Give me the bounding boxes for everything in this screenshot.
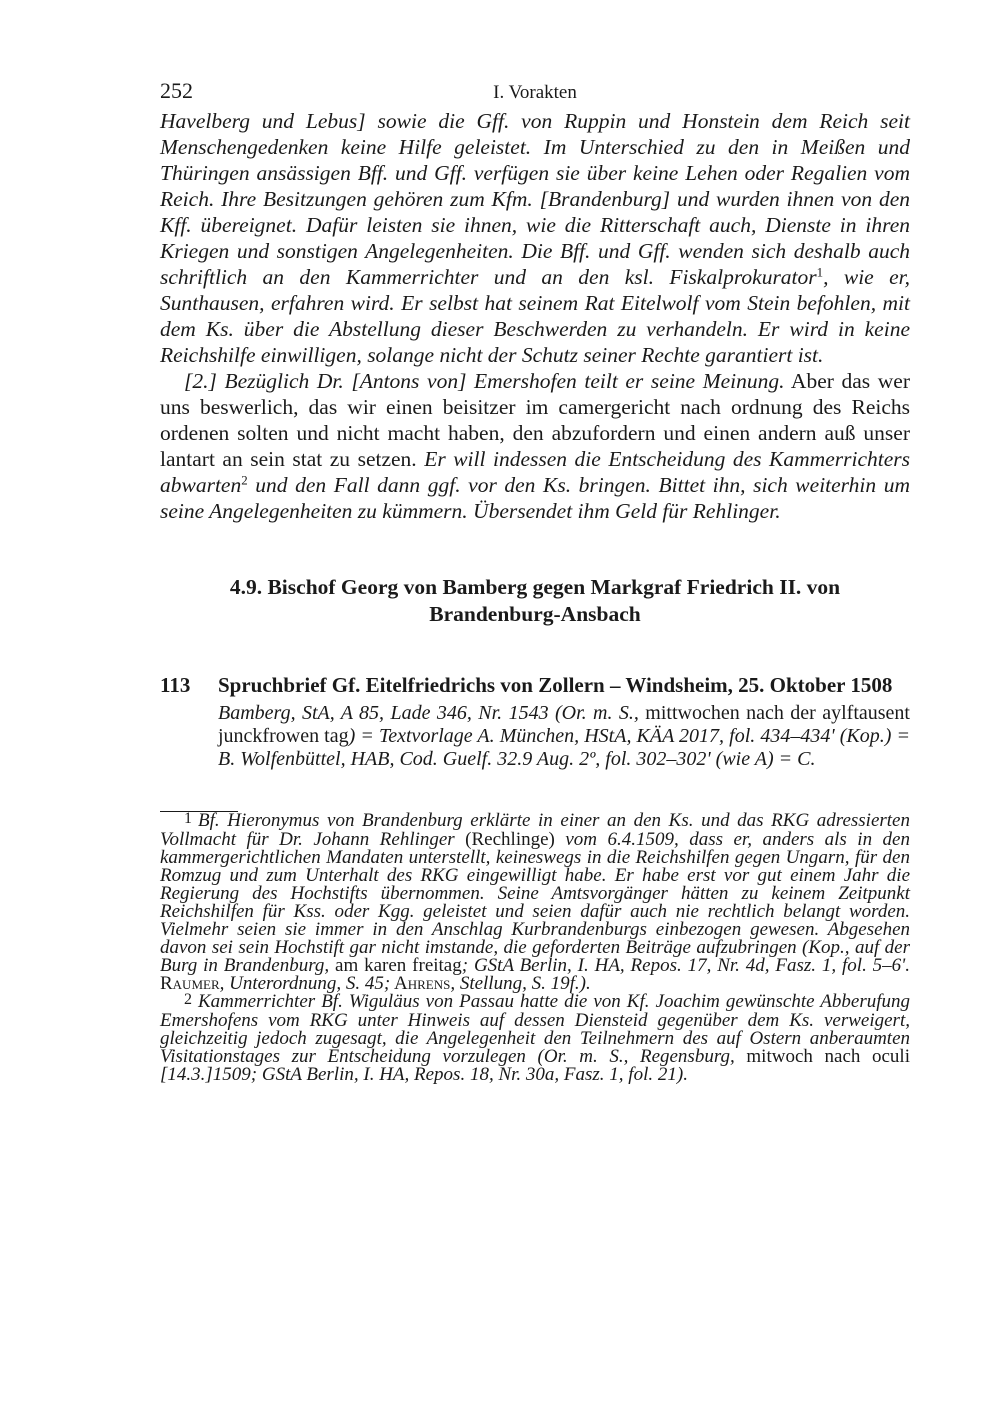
paragraph-2-summary-c: und den Fall dann ggf. vor den Ks. bringen. Bittet ihn, sich weiterhin um seine Angelegenheiten zu kümmern. Übersendet ihm Geld für Rehlinger. [160, 473, 910, 523]
footnote-2-text-b: [14.3.]1509; GStA Berlin, I. HA, Repos. 18, Nr. 30a, Fasz. 1, fol. 21). [160, 1064, 688, 1085]
paragraph-2 [160, 368, 910, 524]
footnote-1-mark: 1 [184, 810, 192, 827]
footnote-2-mark: 2 [184, 991, 192, 1008]
section-title-line-1: 4.9. Bischof Georg von Bamberg gegen Markgraf Friedrich II. von [229, 575, 841, 599]
footnote-1-author-ahrens: Ahrens [390, 973, 451, 994]
footnote-1-author-raumer: Raumer [160, 973, 220, 994]
paragraph-2-quote: Aber das wer uns beswerlich, das wir einen beisitzer im camergericht nach ordnung des Reichs ordenen solten und nicht macht haben, den abzufordern und einen andern auß unser lantart an sein stat zu setzen. [160, 369, 910, 471]
footnote-2-text-a: Kammerrichter Bf. Wiguläus von Passau hatte die von Kf. Joachim gewünschte Abberufung Emershofens vom RKG unter Hinweis auf dessen Diensteid gegenüber dem Ks. verweigert, gleichzeitig jedoch zugesagt, die Angelegenheit den Teilnehmern des auf Ostern anberaumten Visitationstages zur Entscheidung vorzulegen (Or. m. S., Regensburg, [160, 991, 910, 1067]
footnote-1-text-b: vom 6.4.1509, dass er, anders als in den kammergerichtlichen Mandaten unterstellt, keineswegs in die Reichshilfen gegen Ungarn, für den Romzug und zum Unterhalt des RKG eingewilligt habe. Er habe erst vor gut einem Jahr die Regierung des Hochstifts übernommen. Seine Amtsvorgänger hätten zu keinem Zeitpunkt Reichshilfen für Kss. oder Kgg. geleistet und seien dafür auch nie rechtlich belangt worden. Vielmehr seien sie immer in den Anschlag Kurbrandenburgs einbezogen gewesen. Abgesehen davon sei sein Hochstift gar nicht imstande, die geforderten Beiträge aufzubringen (Kop., auf der Burg in Brandenburg, [160, 829, 910, 976]
paragraph-1 [160, 108, 910, 368]
source-text-b: ) = Textvorlage A. München, HStA, KÄA 2017, fol. 434–434' (Kop.) = B. Wolfenbüttel, HAB, Cod. Guelf. 32.9 Aug. 2º, fol. 302–302' (wie A) = C. [218, 725, 910, 770]
document-heading [160, 672, 910, 698]
footnote-1-text-d: , Unterordnung, S. 45; [219, 973, 391, 994]
footnote-1-name: (Rechlinge) [454, 829, 566, 850]
paragraph-1-text-b: , wie er, Sunthausen, erfahren wird. Er selbst hat seinem Rat Eitelwolf vom Stein befohlen, mit dem Ks. über die Abstellung dieser Beschwerden zu verhandeln. Er wird in keine Reichshilfe einwilligen, solange nicht der Schutz seiner Rechte garantiert ist. [160, 265, 910, 367]
footnote-ref-2[interactable]: 2 [241, 473, 248, 488]
footnotes [160, 812, 910, 1084]
body-text [160, 108, 910, 524]
document-sources [218, 702, 910, 771]
running-head: I. Vorakten [493, 82, 577, 103]
document-number: 113 [160, 673, 191, 697]
source-date: mittwochen nach der aylftausent junckfrowen tag [218, 702, 910, 747]
page-number: 252 [160, 78, 193, 103]
document-title: Spruchbrief Gf. Eitelfriedrichs von Zollern – Windsheim, 25. Oktober 1508 [218, 673, 893, 697]
footnote-ref-1[interactable]: 1 [816, 265, 824, 280]
document-page [160, 78, 910, 1084]
section-title-line-2: Brandenburg-Ansbach [429, 602, 641, 626]
footnote-2-date: mitwoch nach oculi [734, 1046, 910, 1067]
paragraph-1-text-a: Havelberg und Lebus] sowie die Gff. von Ruppin und Honstein dem Reich seit Menschengedenken keine Hilfe geleistet. Im Unterschied zu den in Meißen und Thüringen ansässigen Bff. und Gff. verfügen sie über keine Lehen oder Regalien vom Reich. Ihre Besitzungen gehören zum Kfm. [Brandenburg] und wurden ihnen von den Kff. übereignet. Dafür leisten sie ihnen, wie die Ritterschaft auch, Dienste in ihren Kriegen und sonstigen Angelegenheiten. Die Bff. und Gff. wenden sich deshalb auch schriftlich an den Kammerrichter und an den ksl. Fiskalprokurator [160, 109, 910, 289]
paragraph-2-summary-b: Er will indessen die Entscheidung des Kammerrichters abwarten [160, 447, 910, 497]
paragraph-2-summary: [2.] Bezüglich Dr. [Antons von] Emershofen teilt er seine Meinung. [184, 369, 785, 393]
page-header [160, 78, 910, 108]
footnote-2 [160, 993, 910, 1084]
footnote-1-text-e: , Stellung, S. 19f.). [450, 973, 591, 994]
section-title [160, 574, 910, 628]
footnote-1-text-c: ; GStA Berlin, I. HA, Repos. 17, Nr. 4d, Fasz. 1, fol. 5–6'. [461, 955, 910, 976]
footnote-1-text-a: Bf. Hieronymus von Brandenburg erklärte in einer an den Ks. und das RKG adressierten Vollmacht für Dr. Johann Rehlinger [160, 810, 910, 850]
footnote-1-date: am karen freitag [329, 955, 462, 976]
footnote-1 [160, 812, 910, 993]
source-text-a: Bamberg, StA, A 85, Lade 346, Nr. 1543 (Or. m. S., [218, 702, 639, 724]
